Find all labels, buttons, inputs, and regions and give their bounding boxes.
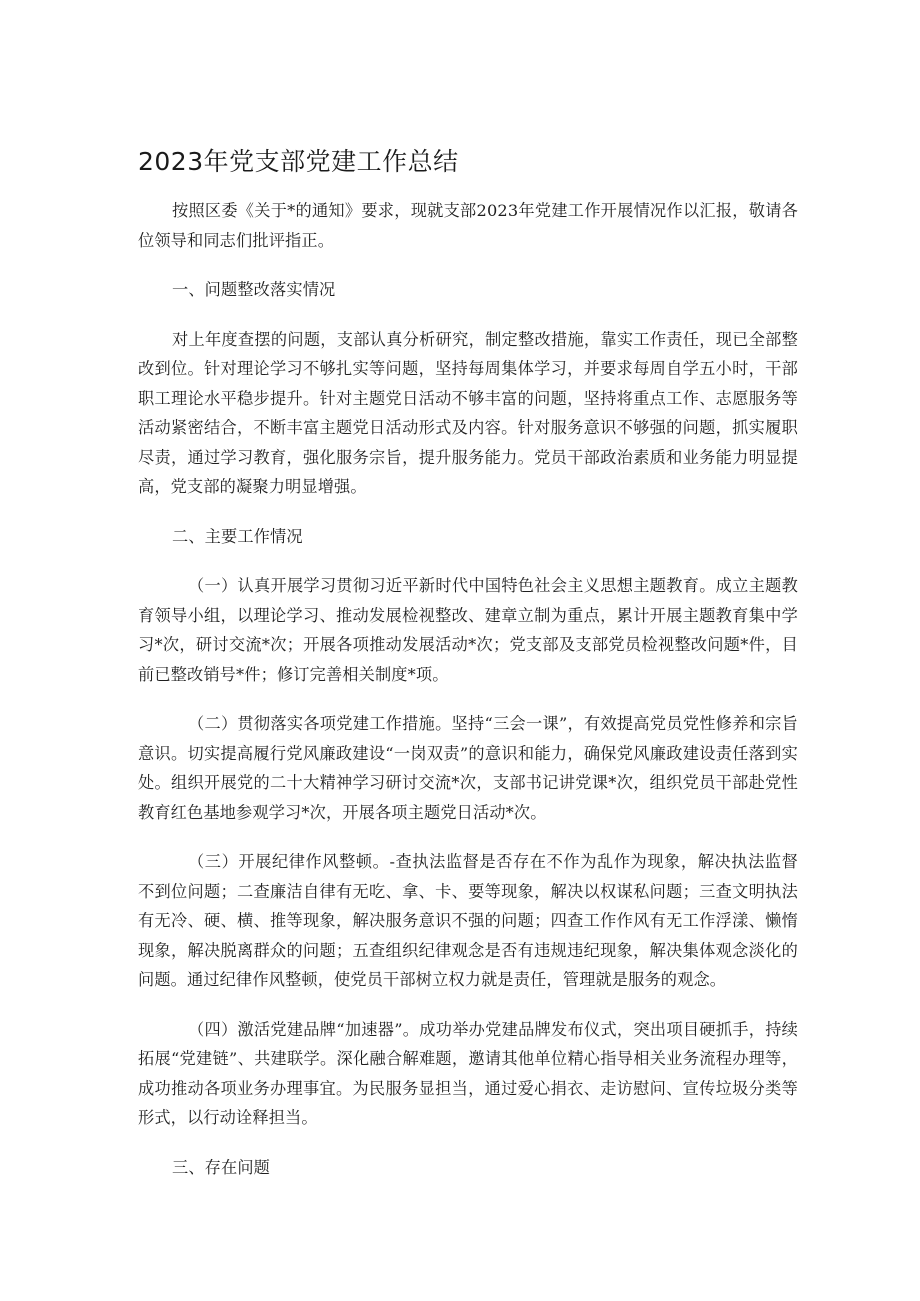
page-title: 2023年党支部党建工作总结 [138, 147, 459, 176]
section-1-paragraph: 对上年度查摆的问题，支部认真分析研究，制定整改措施，靠实工作责任，现已全部整改到位。针对理论学习不够扎实等问题，坚持每周集体学习，并要求每周自学五小时，干部职工理论水平稳步提升。针对主题党日活动不够丰富的问题，坚持将重点工作、志愿服务等活动紧密结合，不断丰富主题党日活动形式及内容。针对服务意识不够强的问题，抓实履职尽责，通过学习教育，强化服务宗旨，提升服务能力。党员干部政治素质和业务能力明显提高，党支部的凝聚力明显增强。 [138, 329, 798, 496]
section-2-item-2: （二）贯彻落实各项党建工作措施。坚持“三会一课”，有效提高党员党性修养和宗旨意识。切实提高履行党风廉政建设“一岗双责”的意识和能力，确保党风廉政建设责任落到实处。组织开展党的二十大精神学习研讨交流*次，支部书记讲党课*次，组织党员干部赴党性教育红色基地参观学习*次，开展各项主题党日活动*次。 [138, 714, 798, 822]
section-heading-2: 二、主要工作情况 [172, 526, 303, 546]
section-2-item-1: （一）认真开展学习贯彻习近平新时代中国特色社会主义思想主题教育。成立主题教育领导小组，以理论学习、推动发展检视整改、建章立制为重点，累计开展主题教育集中学习*次，研讨交流*次；开展各项推动发展活动*次；党支部及支部党员检视整改问题*件，目前已整改销号*件；修订完善相关制度*项。 [138, 576, 798, 684]
section-heading-1: 一、问题整改落实情况 [172, 280, 336, 299]
document-body [138, 196, 798, 1202]
section-heading-3: 三、存在问题 [172, 1157, 271, 1177]
intro-paragraph: 按照区委《关于*的通知》要求，现就支部2023年党建工作开展情况作以汇报，敬请各位领导和同志们批评指正。 [138, 201, 798, 250]
section-2-item-3: （三）开展纪律作风整顿。-查执法监督是否存在不作为乱作为现象，解决执法监督不到位问题；二查廉洁自律有无吃、拿、卡、要等现象，解决以权谋私问题；三查文明执法有无冷、硬、横、推等现象，解决服务意识不强的问题；四查工作作风有无工作浮漾、懒惰现象，解决脱离群众的问题；五查组织纪律观念是否有违规违纪现象，解决集体观念淡化的问题。通过纪律作风整顿，使党员干部树立权力就是责任，管理就是服务的观念。 [138, 852, 798, 989]
section-2-item-4: （四）激活党建品牌“加速器”。成功举办党建品牌发布仪式，突出项目硬抓手，持续拓展“党建链”、共建联学。深化融合解难题，邀请其他单位精心指导相关业务流程办理等，成功推动各项业务办理事宜。为民服务显担当，通过爱心捐衣、走访慰问、宣传垃圾分类等形式，以行动诠释担当。 [138, 1019, 798, 1127]
